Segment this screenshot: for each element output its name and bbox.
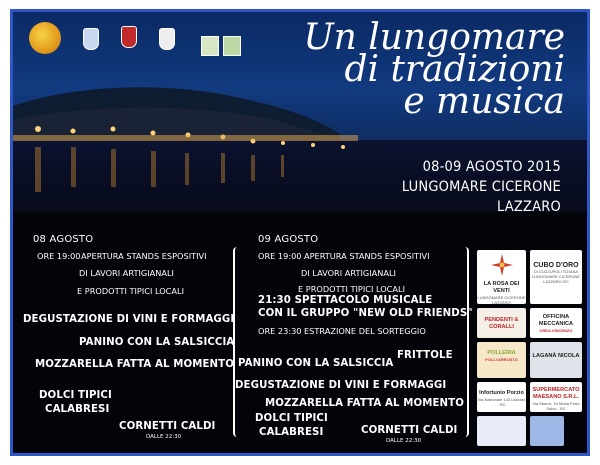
sponsor-name: LA ROSA DEI VENTI [483, 281, 520, 294]
sponsor-card [530, 382, 582, 412]
divider [233, 247, 241, 437]
sponsor-card [477, 416, 526, 446]
event-dates: 08-09 AGOSTO 2015 [422, 159, 561, 175]
sponsor-name: LAGANÀ NICOLA [532, 353, 580, 359]
title-line: di tradizioni [344, 49, 565, 90]
day1-opening: DI LAVORI ARTIGIANALI [79, 268, 174, 278]
festival-logo [29, 22, 61, 54]
day1-dolci: DOLCI TIPICI [39, 390, 112, 401]
day2-show: CON IL GRUPPO "NEW OLD FRIENDS" [258, 308, 473, 319]
day2-dolci: DOLCI TIPICI [255, 413, 328, 424]
day2-dolci: CALABRESI [259, 427, 324, 438]
sponsor-detail: Via Sbarre, 34 Motta Porto Salvo - RC [532, 401, 580, 411]
day2-cornetti: CORNETTI CALDI [361, 425, 458, 436]
sponsor-name: OFFICINA MECCANICA [538, 314, 574, 327]
day1-item: MOZZARELLA FATTA AL MOMENTO [35, 359, 234, 370]
sponsor-name: CUBO D'ORO [533, 262, 579, 269]
title-line: Un lungomare [303, 17, 565, 58]
sponsor-name: POLLERIA [487, 350, 516, 356]
day2-opening: APERTURA STANDS ESPOSITIVI [304, 251, 430, 261]
day2-cornetti-time: DALLE 22:30 [386, 438, 422, 444]
day2-label: 09 AGOSTO [258, 234, 319, 245]
sponsor-card [530, 342, 582, 378]
sponsor-grid [477, 250, 582, 446]
day1-item: PANINO CON LA SALSICCIA [79, 337, 235, 348]
day1-item: DEGUSTAZIONE DI VINI E FORMAGGI [23, 314, 235, 325]
sponsor-name: PENDENTI & CORALLI [484, 317, 519, 330]
sponsor-card [530, 308, 582, 338]
sponsor-card [530, 250, 582, 304]
day1-opening: APERTURA STANDS ESPOSITIVI [81, 251, 207, 261]
event-title [303, 17, 565, 122]
partner-logos [201, 22, 251, 56]
sponsor-detail: CREA VINCENZO [539, 328, 573, 333]
day1-cornetti-time: DALLE 22:30 [146, 434, 182, 440]
event-town: LAZZARO [496, 199, 561, 215]
title-line: e musica [403, 81, 565, 122]
sponsor-detail: DI CUZZUPOLI TIZIANA LUNGOMARE CICERONE LAZZARO-RC [531, 269, 580, 284]
event-info [402, 157, 561, 217]
crest-icon [83, 28, 99, 50]
day2-item: PANINO CON LA SALSICCIA [238, 358, 394, 369]
day2-time: ORE 23:30 [258, 326, 302, 336]
crest-icon [159, 28, 175, 50]
sponsor-detail: Via Nazionale 143 Lazzaro - RC [477, 397, 526, 407]
sponsor-card [477, 250, 526, 304]
sponsor-card [477, 382, 526, 412]
day2-opening: E PRODOTTI TIPICI LOCALI [298, 284, 405, 294]
day1-cornetti: CORNETTI CALDI [119, 421, 216, 432]
day2-time: ORE 19:00 [258, 251, 302, 261]
day2-frittole: FRITTOLE [397, 350, 453, 361]
day2-show: 21:30 SPETTACOLO MUSICALE [258, 295, 433, 306]
day1-label: 08 AGOSTO [33, 234, 94, 245]
sponsor-name: Infortunio Porzio [479, 390, 524, 396]
day1-dolci: CALABRESI [45, 404, 110, 415]
event-poster [10, 9, 590, 456]
day2-opening: DI LAVORI ARTIGIANALI [301, 268, 396, 278]
partner-logo-icon [201, 36, 219, 56]
partner-logo-icon [223, 36, 241, 56]
sponsor-detail: LUNGOMARE CICERONE LAZZARO [477, 295, 526, 304]
day2-lottery: ESTRAZIONE DEL SORTEGGIO [304, 326, 426, 336]
sponsor-card [477, 308, 526, 338]
sponsor-detail: POLLI ARROSTO [485, 357, 518, 362]
compass-rose-icon [491, 254, 513, 276]
sponsor-card [530, 416, 564, 446]
day2-item: DEGUSTAZIONE DI VINI E FORMAGGI [235, 380, 447, 391]
day1-time: ORE 19:00 [37, 251, 81, 261]
event-place: LUNGOMARE CICERONE [401, 179, 561, 195]
crest-icon [121, 26, 137, 48]
day2-item: MOZZARELLA FATTA AL MOMENTO [265, 398, 464, 409]
sponsor-card [477, 342, 526, 378]
shore-lights [13, 107, 393, 217]
sponsor-name: SUPERMERCATO MAESANO S.R.L. [532, 387, 580, 400]
day1-opening: E PRODOTTI TIPICI LOCALI [77, 286, 184, 296]
